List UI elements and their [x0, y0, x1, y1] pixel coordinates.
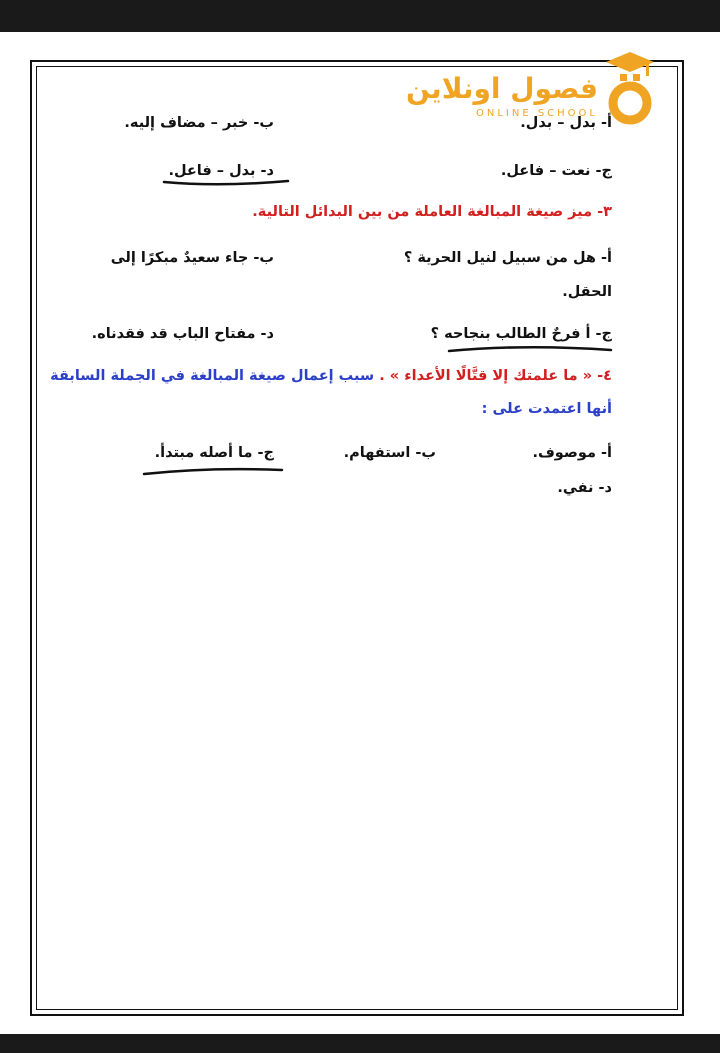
handwritten-underline-q3-c: [445, 338, 615, 356]
top-bar: [0, 0, 720, 32]
handwritten-underline-q2-d: [160, 176, 295, 190]
q3-option-b-continued: الحقل.: [562, 284, 612, 300]
q3-option-d: د- مفتاح الباب قد فقدناه.: [91, 326, 274, 342]
q4-option-c: ج- ما أصله مبتدأ.: [154, 445, 274, 461]
handwritten-underline-q4-c: [140, 464, 286, 480]
q4-option-b: ب- استفهام.: [343, 445, 436, 461]
q4-option-a: أ- موصوف.: [532, 445, 612, 461]
q4-prompt-quote: ٤- « ما علمتك إلا قتَّالًا الأعداء » .: [379, 368, 612, 384]
q3-option-a: أ- هل من سبيل لنيل الحرية ؟: [403, 250, 612, 266]
q4-prompt-line2: أنها اعتمدت على :: [481, 401, 612, 417]
q3-prompt: ٣- ميز صيغة المبالغة العاملة من بين البدائل التالية.: [252, 204, 612, 220]
q3-option-b: ب- جاء سعيدٌ مبكرًا إلى: [110, 250, 274, 266]
bottom-bar: [0, 1034, 720, 1053]
q4-prompt: [50, 368, 612, 384]
q2-option-a: أ- بدل – بدل.: [520, 115, 612, 131]
q2-option-d: د- بدل – فاعل.: [168, 163, 274, 179]
logo-arabic-text: فصول اونلاين: [405, 72, 598, 105]
q2-option-b: ب- خبر – مضاف إليه.: [124, 115, 274, 131]
logo-english-text: ONLINE SCHOOL: [475, 108, 598, 119]
q4-option-d: د- نفي.: [557, 480, 612, 496]
q3-option-c: ج- أ فرحٌ الطالب بنجاحه ؟: [430, 326, 612, 342]
q4-prompt-question: سبب إعمال صيغة المبالغة في الجملة السابقة: [50, 368, 380, 384]
q2-option-c: ج- نعت – فاعل.: [500, 163, 612, 179]
